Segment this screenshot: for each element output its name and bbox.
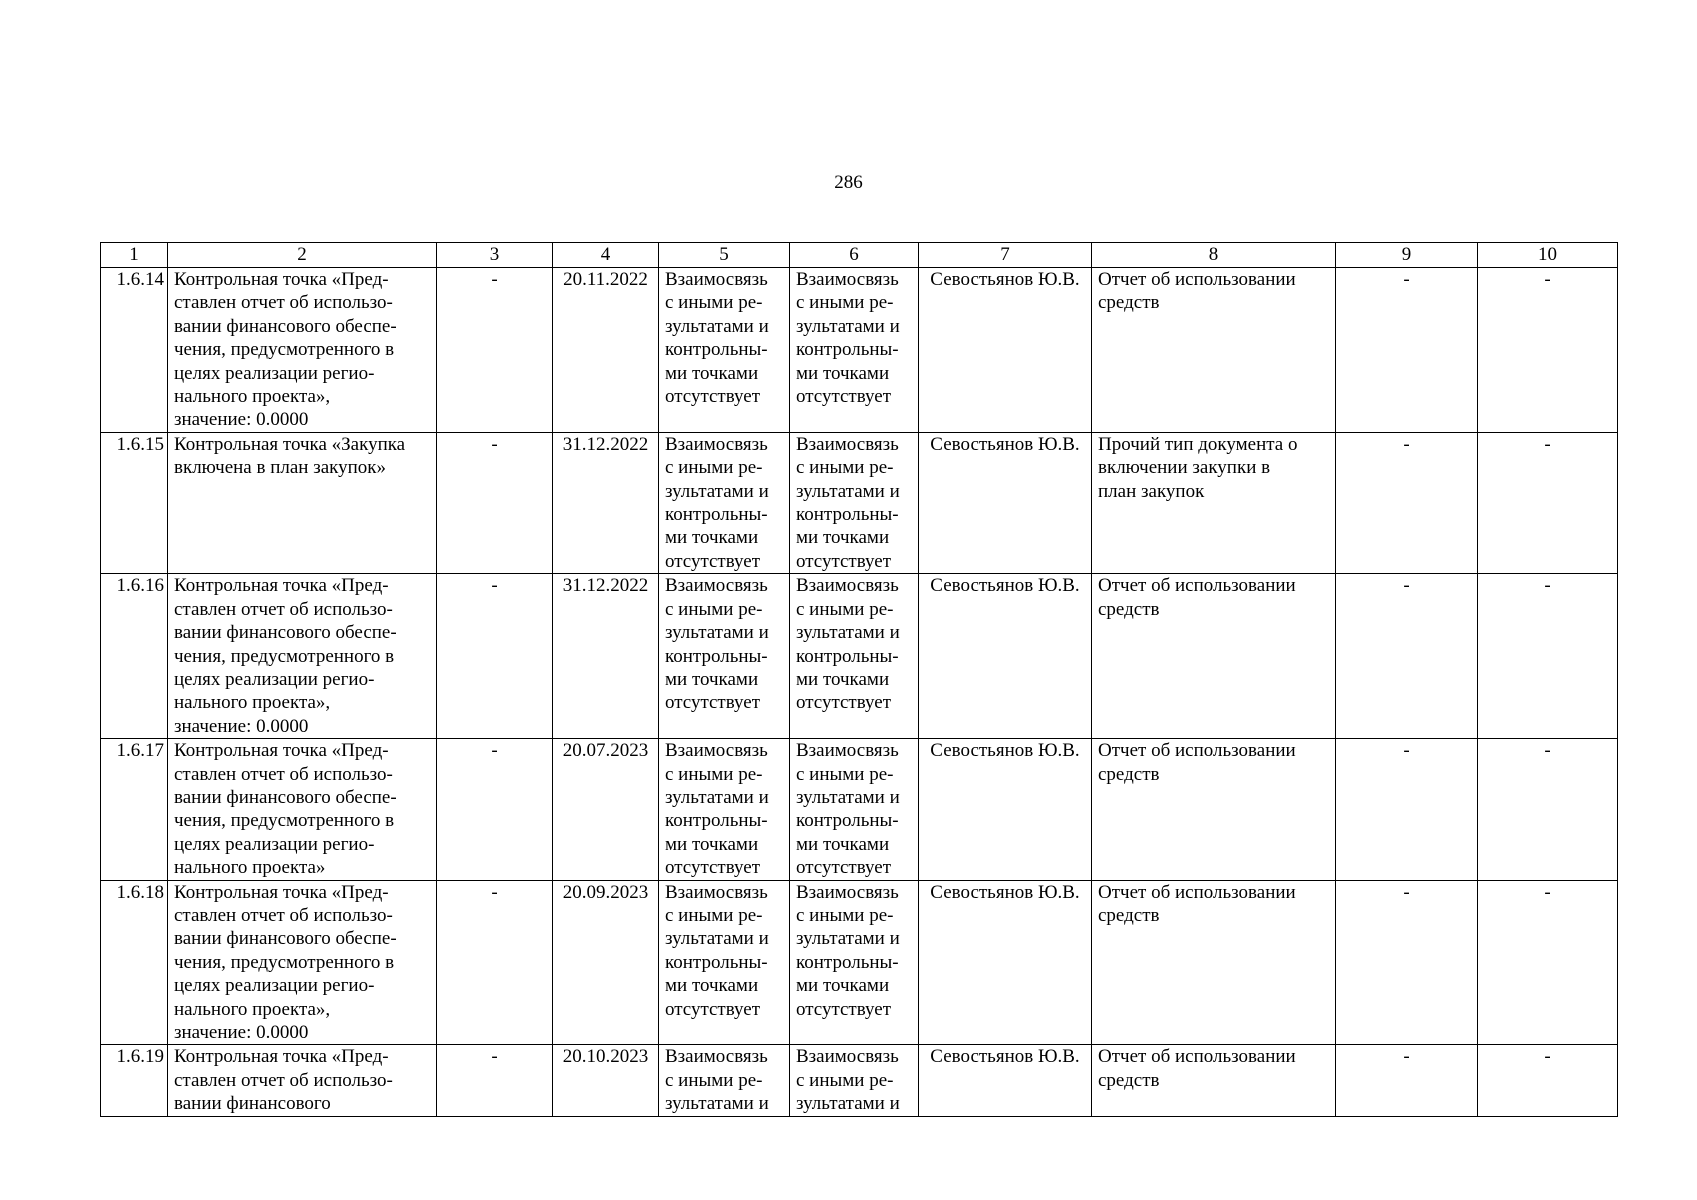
col3-value: -	[491, 881, 498, 903]
document-type: Отчет об использовании средств	[1098, 575, 1296, 620]
col3-cell	[437, 880, 553, 1045]
col3-cell	[437, 432, 553, 573]
document-cell	[1092, 880, 1336, 1045]
col9-value: -	[1403, 881, 1410, 903]
col5-cell	[659, 739, 790, 880]
responsible-person: Севостьянов Ю.В.	[930, 269, 1080, 290]
col9-value: -	[1403, 269, 1410, 290]
header-row	[101, 243, 1618, 268]
relation-text: Взаимосвязь с иными ре- зультатами и контрольны- ми точками отсутствует	[796, 575, 900, 714]
header-col-6: 6	[790, 243, 919, 268]
col9-cell	[1336, 432, 1478, 573]
document-type: Прочий тип документа о включении закупки в план закупок	[1098, 433, 1298, 502]
responsible-cell	[919, 739, 1092, 880]
deadline-date: 20.07.2023	[562, 740, 649, 762]
col9-cell	[1336, 574, 1478, 739]
col10-value: -	[1544, 433, 1551, 455]
col9-value: -	[1403, 433, 1410, 455]
row-number-cell	[101, 268, 168, 433]
relation-text: Взаимосвязь с иными ре- зультатами и контрольны- ми точками отсутствует	[665, 269, 769, 408]
row-number: 1.6.19	[116, 1046, 164, 1068]
name-cell	[168, 739, 437, 880]
header-col-4: 4	[553, 243, 659, 268]
col10-cell	[1478, 432, 1618, 573]
header-col-2: 2	[168, 243, 437, 268]
name-cell	[168, 268, 437, 433]
col9-value: -	[1403, 740, 1410, 762]
control-points-table	[100, 242, 1618, 1117]
date-cell	[553, 739, 659, 880]
row-number-cell	[101, 432, 168, 573]
responsible-person: Севостьянов Ю.В.	[930, 433, 1080, 455]
control-point-name: Контрольная точка «Пред- ставлен отчет об использо- вании финансового обеспе- чения, предусмотренного в целях реализации регио- нального проекта»	[174, 740, 397, 879]
row-number: 1.6.16	[116, 575, 164, 597]
col10-cell	[1478, 268, 1618, 433]
table-row	[101, 574, 1618, 739]
col3-cell	[437, 1045, 553, 1116]
col6-cell	[790, 739, 919, 880]
col9-value: -	[1403, 1046, 1410, 1068]
header-col-5: 5	[659, 243, 790, 268]
responsible-person: Севостьянов Ю.В.	[930, 740, 1080, 762]
col6-cell	[790, 268, 919, 433]
responsible-person: Севостьянов Ю.В.	[930, 575, 1080, 597]
row-number: 1.6.17	[116, 740, 164, 762]
date-cell	[553, 1045, 659, 1116]
deadline-date: 31.12.2022	[562, 575, 649, 597]
control-point-name: Контрольная точка «Закупка включена в план закупок»	[174, 433, 406, 479]
col3-value: -	[491, 740, 498, 762]
page-number: 286	[834, 172, 863, 193]
document-type: Отчет об использовании средств	[1098, 881, 1296, 926]
document-cell	[1092, 1045, 1336, 1116]
header-col-7: 7	[919, 243, 1092, 268]
header-col-3: 3	[437, 243, 553, 268]
col3-cell	[437, 739, 553, 880]
date-cell	[553, 432, 659, 573]
responsible-person: Севостьянов Ю.В.	[930, 881, 1080, 903]
table-row	[101, 432, 1618, 573]
date-cell	[553, 880, 659, 1045]
col10-value: -	[1544, 740, 1551, 762]
deadline-date: 31.12.2022	[562, 433, 649, 455]
col5-cell	[659, 574, 790, 739]
row-number: 1.6.18	[116, 881, 164, 903]
responsible-cell	[919, 574, 1092, 739]
row-number-cell	[101, 1045, 168, 1116]
col10-value: -	[1544, 269, 1551, 290]
document-cell	[1092, 432, 1336, 573]
col10-cell	[1478, 880, 1618, 1045]
header-col-10: 10	[1478, 243, 1618, 268]
col3-value: -	[491, 433, 498, 455]
col3-cell	[437, 574, 553, 739]
document-cell	[1092, 739, 1336, 880]
relation-text: Взаимосвязь с иными ре- зультатами и контрольны- ми точками отсутствует	[796, 881, 900, 1020]
responsible-cell	[919, 268, 1092, 433]
col9-cell	[1336, 1045, 1478, 1116]
relation-text: Взаимосвязь с иными ре- зультатами и контрольны- ми точками отсутствует	[796, 740, 900, 879]
document-cell	[1092, 268, 1336, 433]
name-cell	[168, 574, 437, 739]
col3-cell	[437, 268, 553, 433]
col9-value: -	[1403, 575, 1410, 597]
deadline-date: 20.09.2023	[562, 881, 649, 903]
name-cell	[168, 880, 437, 1045]
relation-text: Взаимосвязь с иными ре- зультатами и контрольны- ми точками отсутствует	[665, 575, 769, 714]
control-point-name: Контрольная точка «Пред- ставлен отчет об использо- вании финансового	[174, 1046, 393, 1115]
relation-text: Взаимосвязь с иными ре- зультатами и контрольны- ми точками отсутствует	[665, 740, 769, 879]
relation-text: Взаимосвязь с иными ре- зультатами и контрольны- ми точками отсутствует	[796, 433, 900, 572]
name-cell	[168, 432, 437, 573]
header-col-1: 1	[101, 243, 168, 268]
col6-cell	[790, 880, 919, 1045]
row-number: 1.6.15	[116, 433, 164, 455]
col9-cell	[1336, 739, 1478, 880]
header-col-9: 9	[1336, 243, 1478, 268]
responsible-cell	[919, 1045, 1092, 1116]
date-cell	[553, 574, 659, 739]
row-number: 1.6.14	[116, 269, 164, 290]
document-type: Отчет об использовании средств	[1098, 740, 1296, 785]
relation-text: Взаимосвязь с иными ре- зультатами и	[796, 1046, 900, 1115]
deadline-date: 20.10.2023	[562, 1046, 649, 1068]
responsible-person: Севостьянов Ю.В.	[930, 1046, 1080, 1068]
col5-cell	[659, 1045, 790, 1116]
table-row	[101, 739, 1618, 880]
deadline-date: 20.11.2022	[563, 269, 648, 290]
table-row	[101, 880, 1618, 1045]
col5-cell	[659, 268, 790, 433]
col6-cell	[790, 1045, 919, 1116]
control-point-name: Контрольная точка «Пред- ставлен отчет об использо- вании финансового обеспе- чения, предусмотренного в целях реализации регио- нального проекта», значение: 0.0000	[174, 881, 397, 1043]
relation-text: Взаимосвязь с иными ре- зультатами и контрольны- ми точками отсутствует	[796, 269, 900, 408]
col3-value: -	[491, 1046, 498, 1068]
control-point-name: Контрольная точка «Пред- ставлен отчет об использо- вании финансового обеспе- чения, предусмотренного в целях реализации регио- нального проекта», значение: 0.0000	[174, 269, 397, 431]
col3-value: -	[491, 575, 498, 597]
col9-cell	[1336, 268, 1478, 433]
relation-text: Взаимосвязь с иными ре- зультатами и контрольны- ми точками отсутствует	[665, 433, 769, 572]
relation-text: Взаимосвязь с иными ре- зультатами и контрольны- ми точками отсутствует	[665, 881, 769, 1020]
document-type: Отчет об использовании средств	[1098, 269, 1296, 314]
col6-cell	[790, 574, 919, 739]
date-cell	[553, 268, 659, 433]
row-number-cell	[101, 880, 168, 1045]
responsible-cell	[919, 880, 1092, 1045]
col5-cell	[659, 880, 790, 1045]
row-number-cell	[101, 739, 168, 880]
col10-value: -	[1544, 1046, 1551, 1068]
name-cell	[168, 1045, 437, 1116]
col10-cell	[1478, 1045, 1618, 1116]
relation-text: Взаимосвязь с иными ре- зультатами и	[665, 1046, 769, 1115]
col10-value: -	[1544, 575, 1551, 597]
document-type: Отчет об использовании средств	[1098, 1046, 1296, 1091]
control-point-name: Контрольная точка «Пред- ставлен отчет об использо- вании финансового обеспе- чения, предусмотренного в целях реализации регио- нального проекта», значение: 0.0000	[174, 575, 397, 737]
col10-cell	[1478, 739, 1618, 880]
table-row	[101, 268, 1618, 433]
responsible-cell	[919, 432, 1092, 573]
col3-value: -	[491, 269, 498, 290]
document-cell	[1092, 574, 1336, 739]
col10-cell	[1478, 574, 1618, 739]
col9-cell	[1336, 880, 1478, 1045]
col10-value: -	[1544, 881, 1551, 903]
row-number-cell	[101, 574, 168, 739]
col5-cell	[659, 432, 790, 573]
table-row	[101, 1045, 1618, 1116]
col6-cell	[790, 432, 919, 573]
header-col-8: 8	[1092, 243, 1336, 268]
